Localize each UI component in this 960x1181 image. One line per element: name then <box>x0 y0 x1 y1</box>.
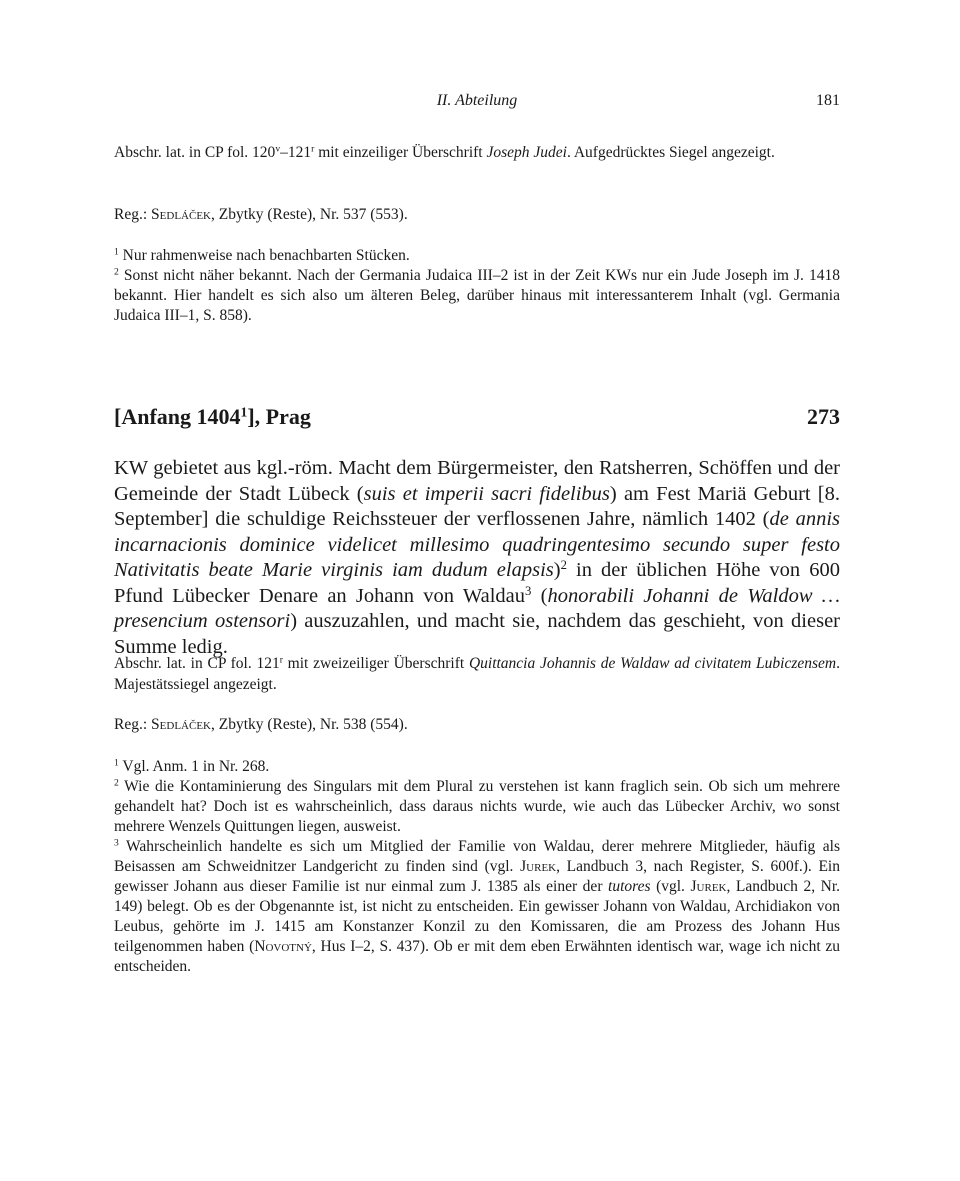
footnote-2: $^2$ Wie die Kontaminierung des Singulars mit dem Plural zu verstehen ist kann fraglich sein. Ob sich um mehrere gehandelt hat? Doch ist es wahrscheinlich, dass daraus nichts wurde, wie auch das Lübecker Archiv, wo sonst mehrere Wenzels Quittungen liegen, ausweist. <box>114 777 840 835</box>
prev-entry-footnotes <box>114 246 840 326</box>
page-number: 181 <box>816 92 840 109</box>
prev-entry-source: Abschr. lat. in CP fol. 120$^v$–121$^r$ mit einzeiliger Überschrift Joseph Judei. Aufgedrücktes Siegel angezeigt. <box>114 143 775 161</box>
entry-regest: KW gebietet aus kgl.-röm. Macht dem Bürgermeister, den Ratsherren, Schöffen und der Gemeinde der Stadt Lübeck (suis et imperii sacri fidelibus) am Fest Mariä Geburt [8. September] die schuldige Reichssteuer der verflossenen Jahre, nämlich 1402 (de annis incarnacionis dominice videlicet millesimo quadringentesimo secundo super festo Nativitatis beate Marie virginis iam dudum elapsis)$^2$ in der üblichen Höhe von 600 Pfund Lübecker Denare an Johann von Waldau$^3$ (honorabili Johanni de Waldow … presencium ostensori) auszuzahlen, und macht sie, nachdem das geschieht, von dieser Summe ledig. <box>114 457 841 658</box>
footnote-2: $^2$ Sonst nicht näher bekannt. Nach der Germania Judaica III–2 ist in der Zeit KWs nur ein Jude Joseph im J. 1418 bekannt. Hier handelt es sich also um älteren Beleg, darüber hinaus mit interessanterem Inhalt (vgl. Germania Judaica III–1, S. 858). <box>114 266 840 324</box>
entry-title: [Anfang 1404$^1$], Prag <box>114 404 311 429</box>
entry-footnotes <box>114 757 840 977</box>
entry-heading <box>114 404 840 436</box>
footnote-1: $^1$ Nur rahmenweise nach benachbarten Stücken. <box>114 246 410 264</box>
entry-number: 273 <box>807 404 840 429</box>
running-head: II. Abteilung <box>436 92 518 109</box>
footnote-1: $^1$ Vgl. Anm. 1 in Nr. 268. <box>114 757 270 775</box>
footnote-3: $^3$ Wahrscheinlich handelte es sich um Mitglied der Familie von Waldau, derer mehrere Mitglieder, häufig als Beisassen am Schweidnitzer Landgericht zu finden sind (vgl. Jurek, Landbuch 3, nach Register, S. 600f.). Ein gewisser Johann aus dieser Familie ist nur einmal zum J. 1385 als einer der tutores (vgl. Jurek, Landbuch 2, Nr. 149) belegt. Ob es der Obgenannte ist, ist nicht zu entscheiden. Ein gewisser Johann von Waldau, Archidiakon von Leubus, gehörte im J. 1415 am Konstanzer Konzil zu den Komissaren, die am Prozess des Johann Hus teilgenommen haben (Novotný, Hus I–2, S. 437). Ob er mit dem eben Erwähnten identisch war, wage ich nicht zu entscheiden. <box>114 837 841 975</box>
entry-regesta: Reg.: Sedláček, Zbytky (Reste), Nr. 538 (554). <box>114 716 408 733</box>
page-header <box>114 92 840 116</box>
entry-source: Abschr. lat. in CP fol. 121$^r$ mit zweizeiliger Überschrift Quittancia Johannis de Waldaw ad civitatem Lubiczensem. Majestätssiegel angezeigt. <box>114 654 841 693</box>
prev-entry-regesta: Reg.: Sedláček, Zbytky (Reste), Nr. 537 (553). <box>114 206 408 223</box>
